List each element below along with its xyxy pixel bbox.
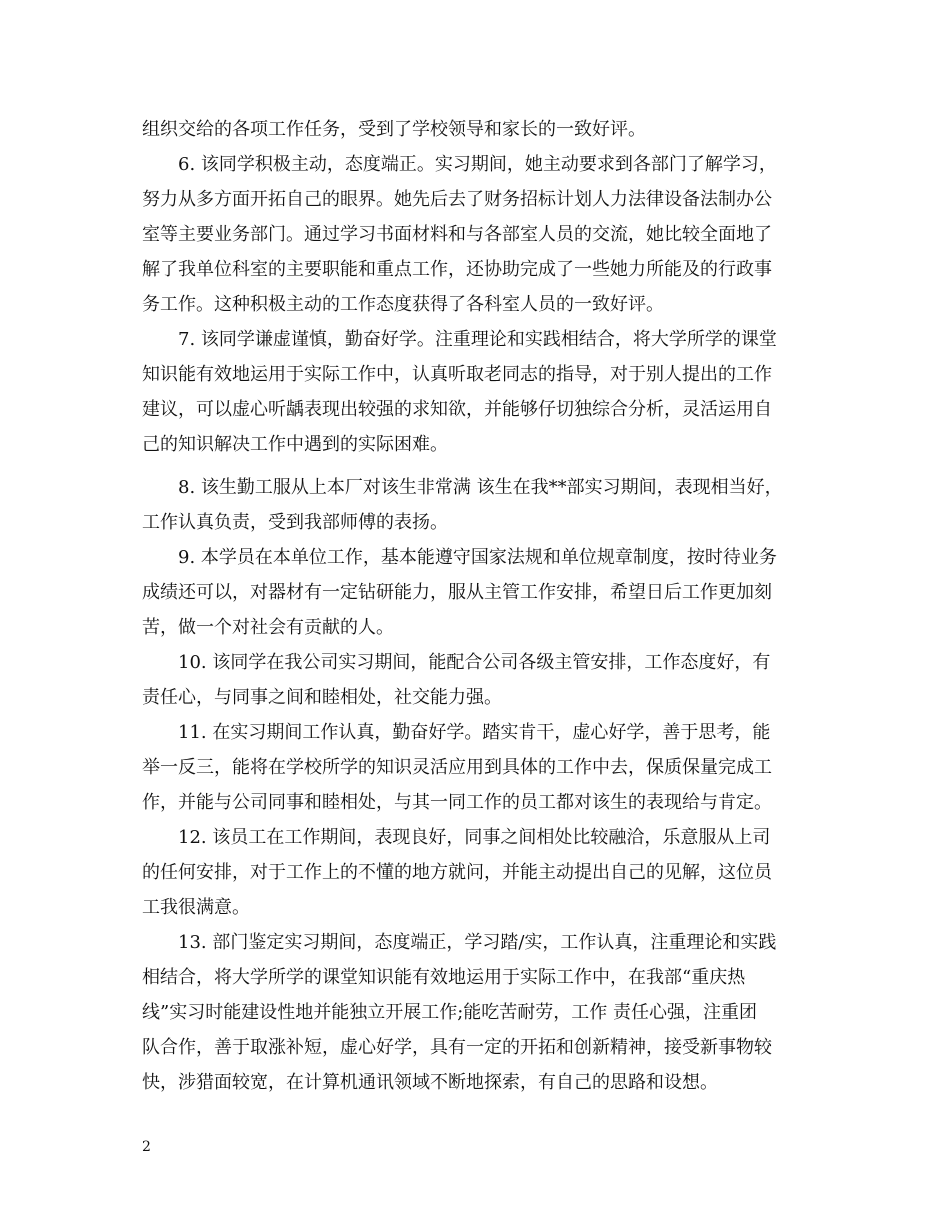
text-line: 举一反三，能将在学校所学的知识灵活应用到具体的工作中去，保质保量完成工 xyxy=(142,757,772,778)
text-line: 责任心，与同事之间和睦相处，社交能力强。 xyxy=(142,687,502,708)
text-line: 建议，可以虚心听龋表现出较强的求知欲，并能够仔切独综合分析，灵活运用自 xyxy=(142,399,772,420)
text-line: 工我很满意。 xyxy=(142,897,250,918)
text-line: 组织交给的各项工作任务，受到了学校领导和家长的一致好评。 xyxy=(142,119,646,140)
text-line: 7. 该同学谦虚谨慎，勤奋好学。注重理论和实践相结合，将大学所学的课堂 xyxy=(178,329,777,350)
text-line: 线”实习时能建设性地并能独立开展工作;能吃苦耐劳，工作 责任心强，注重团 xyxy=(142,1002,757,1023)
page-number: 2 xyxy=(142,1139,151,1155)
text-line: 8. 该生勤工服从上本厂对该生非常满 该生在我**部实习期间，表现相当好， xyxy=(178,477,783,498)
text-line: 作，并能与公司同事和睦相处，与其一同工作的员工都对该生的表现给与肯定。 xyxy=(142,792,772,813)
text-line: 成绩还可以，对器材有一定钻研能力，服从主管工作安排，希望日后工作更加刻 xyxy=(142,582,772,603)
text-line: 9. 本学员在本单位工作，基本能遵守国家法规和单位规章制度，按时待业务 xyxy=(178,547,777,568)
text-line: 13. 部门鉴定实习期间，态度端正，学习踏/实，工作认真，注重理论和实践 xyxy=(178,932,777,953)
text-line: 室等主要业务部门。通过学习书面材料和与各部室人员的交流，她比较全面地了 xyxy=(142,224,772,245)
text-line: 10. 该同学在我公司实习期间，能配合公司各级主管安排，工作态度好，有 xyxy=(178,652,771,673)
text-line: 苦，做一个对社会有贡献的人。 xyxy=(142,617,394,638)
text-line: 快，涉猎面较宽，在计算机通讯领域不断地探索，有自己的思路和设想。 xyxy=(142,1072,718,1093)
text-line: 队合作，善于取涨补短，虚心好学，具有一定的开拓和创新精神，接受新事物较 xyxy=(142,1037,772,1058)
text-line: 努力从多方面开拓自己的眼界。她先后去了财务招标计划人力法律设备法制办公 xyxy=(142,189,772,210)
text-line: 相结合，将大学所学的课堂知识能有效地运用于实际工作中，在我部“重庆热 xyxy=(142,967,746,988)
text-line: 务工作。这种积极主动的工作态度获得了各科室人员的一致好评。 xyxy=(142,294,664,315)
text-line: 的任何安排，对于工作上的不懂的地方就问，并能主动提出自己的见解，这位员 xyxy=(142,862,772,883)
text-line: 己的知识解决工作中遇到的实际困难。 xyxy=(142,434,448,455)
text-line: 知识能有效地运用于实际工作中，认真听取老同志的指导，对于别人提出的工作 xyxy=(142,364,772,385)
text-line: 6. 该同学积极主动，态度端正。实习期间，她主动要求到各部门了解学习， xyxy=(178,154,777,175)
text-line: 解了我单位科室的主要职能和重点工作，还协助完成了一些她力所能及的行政事 xyxy=(142,259,772,280)
text-line: 12. 该员工在工作期间，表现良好，同事之间相处比较融洽，乐意服从上司 xyxy=(178,827,771,848)
text-line: 工作认真负责，受到我部师傅的表扬。 xyxy=(142,512,448,533)
text-line: 11. 在实习期间工作认真，勤奋好学。踏实肯干，虚心好学，善于思考，能 xyxy=(178,722,771,743)
